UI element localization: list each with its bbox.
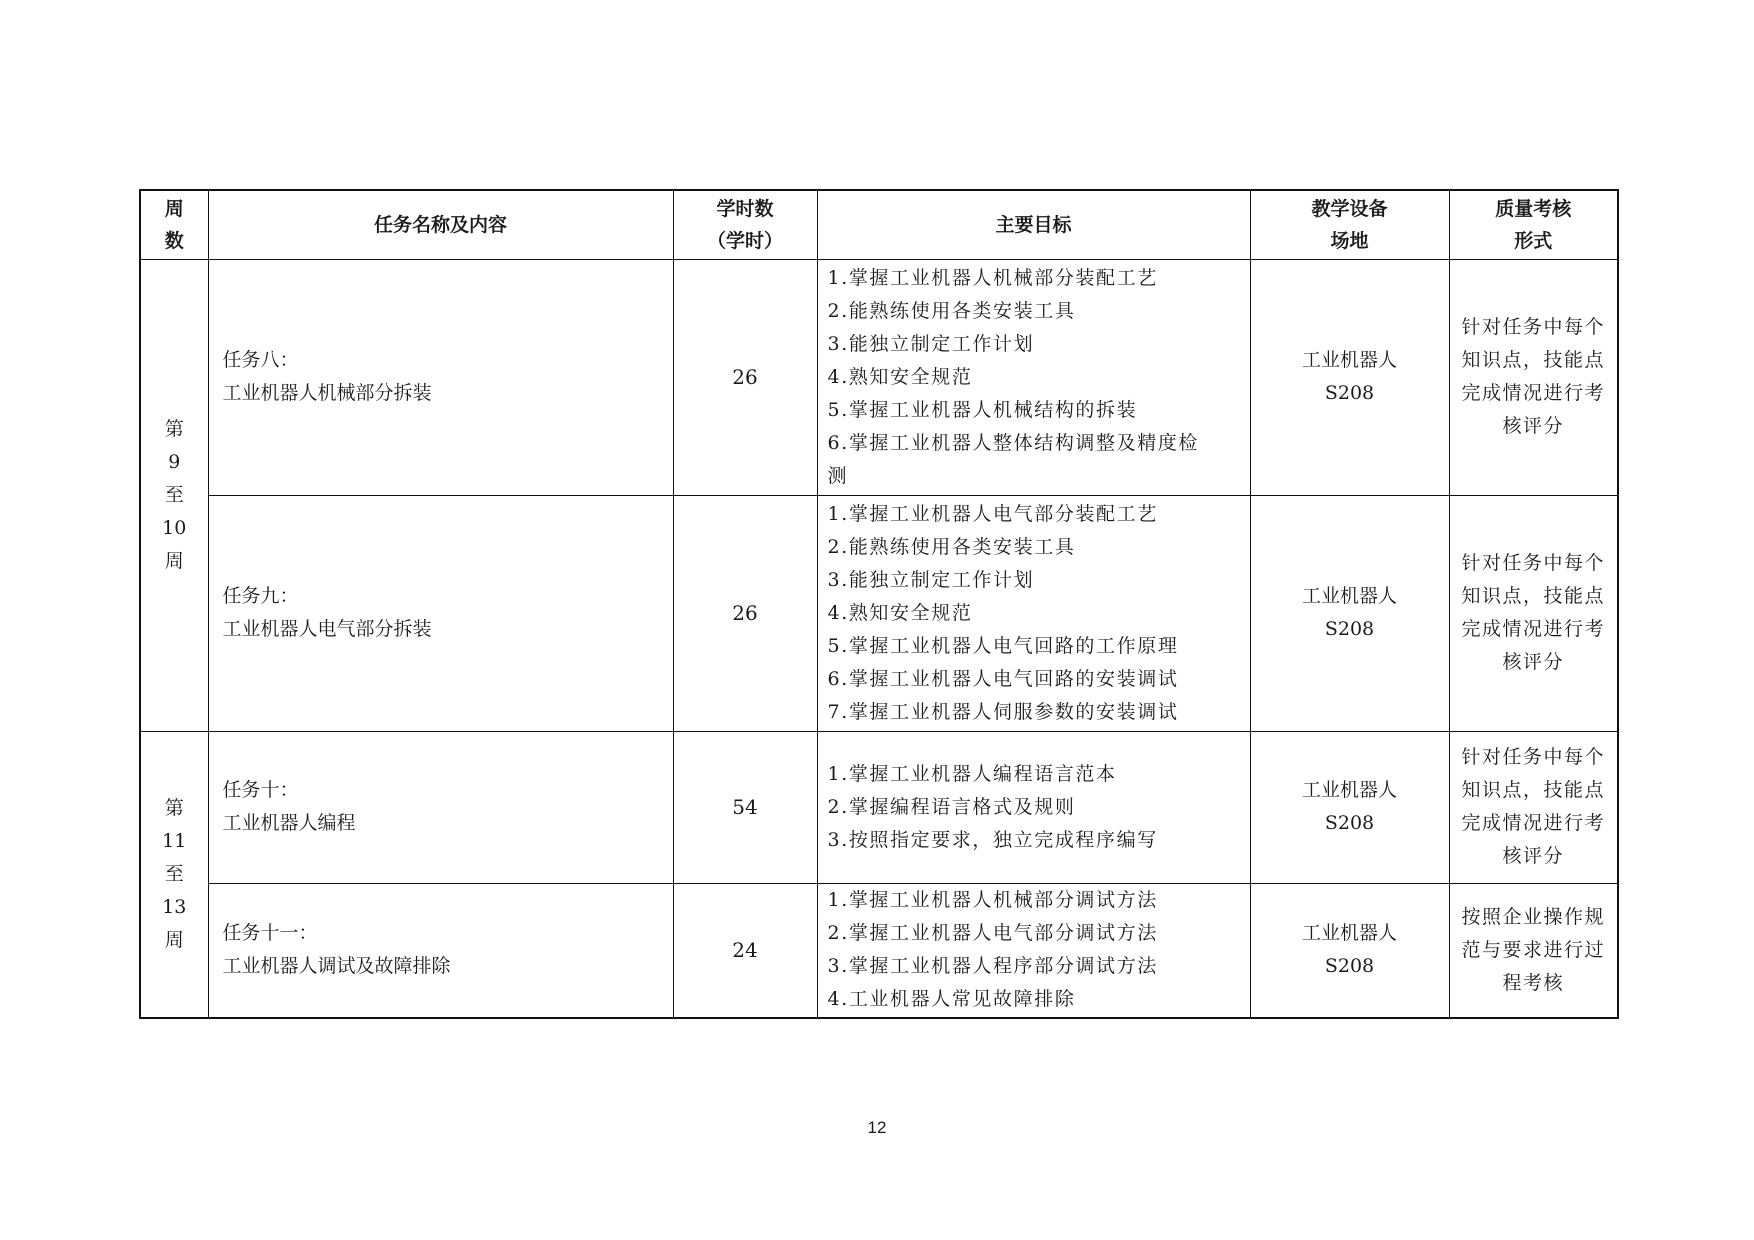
goals-cell: 1.掌握工业机器人电气部分装配工艺 2.能熟练使用各类安装工具 3.能独立制定工作计划 4.熟知安全规范 5.掌握工业机器人电气回路的工作原理 6.掌握工业机器人电气回路的安装调试 7.掌握工业机器人伺服参数的安装调试 [817,495,1250,731]
header-hours: 学时数 （学时） [673,190,817,259]
header-task: 任务名称及内容 [208,190,673,259]
equipment-cell: 工业机器人 S208 [1250,259,1449,495]
equipment-cell: 工业机器人 S208 [1250,495,1449,731]
hours-cell: 26 [673,495,817,731]
table-header-row [140,190,1618,259]
task-cell: 任务十一： 工业机器人调试及故障排除 [208,883,673,1018]
table-row [140,495,1618,731]
header-assessment: 质量考核 形式 [1449,190,1618,259]
week-cell: 第 9 至 10 周 [140,259,208,731]
schedule-table [139,189,1619,1019]
table-row [140,259,1618,495]
week-cell: 第 11 至 13 周 [140,731,208,1018]
header-goals: 主要目标 [817,190,1250,259]
assessment-cell: 针对任务中每个 知识点，技能点 完成情况进行考 核评分 [1449,495,1618,731]
task-cell: 任务八： 工业机器人机械部分拆装 [208,259,673,495]
assessment-cell: 针对任务中每个 知识点，技能点 完成情况进行考 核评分 [1449,731,1618,883]
goals-cell: 1.掌握工业机器人编程语言范本 2.掌握编程语言格式及规则 3.按照指定要求，独立完成程序编写 [817,731,1250,883]
task-cell: 任务九： 工业机器人电气部分拆装 [208,495,673,731]
equipment-cell: 工业机器人 S208 [1250,883,1449,1018]
equipment-cell: 工业机器人 S208 [1250,731,1449,883]
assessment-cell: 针对任务中每个 知识点，技能点 完成情况进行考 核评分 [1449,259,1618,495]
hours-cell: 24 [673,883,817,1018]
goals-cell: 1.掌握工业机器人机械部分装配工艺 2.能熟练使用各类安装工具 3.能独立制定工作计划 4.熟知安全规范 5.掌握工业机器人机械结构的拆装 6.掌握工业机器人整体结构调整及精度检 测 [817,259,1250,495]
page-number: 12 [867,1118,887,1137]
task-cell: 任务十： 工业机器人编程 [208,731,673,883]
header-equipment: 教学设备 场地 [1250,190,1449,259]
hours-cell: 54 [673,731,817,883]
assessment-cell: 按照企业操作规 范与要求进行过 程考核 [1449,883,1618,1018]
goals-cell: 1.掌握工业机器人机械部分调试方法 2.掌握工业机器人电气部分调试方法 3.掌握工业机器人程序部分调试方法 4.工业机器人常见故障排除 [817,883,1250,1018]
table-row [140,883,1618,1018]
hours-cell: 26 [673,259,817,495]
header-week: 周 数 [140,190,208,259]
table-row [140,731,1618,883]
